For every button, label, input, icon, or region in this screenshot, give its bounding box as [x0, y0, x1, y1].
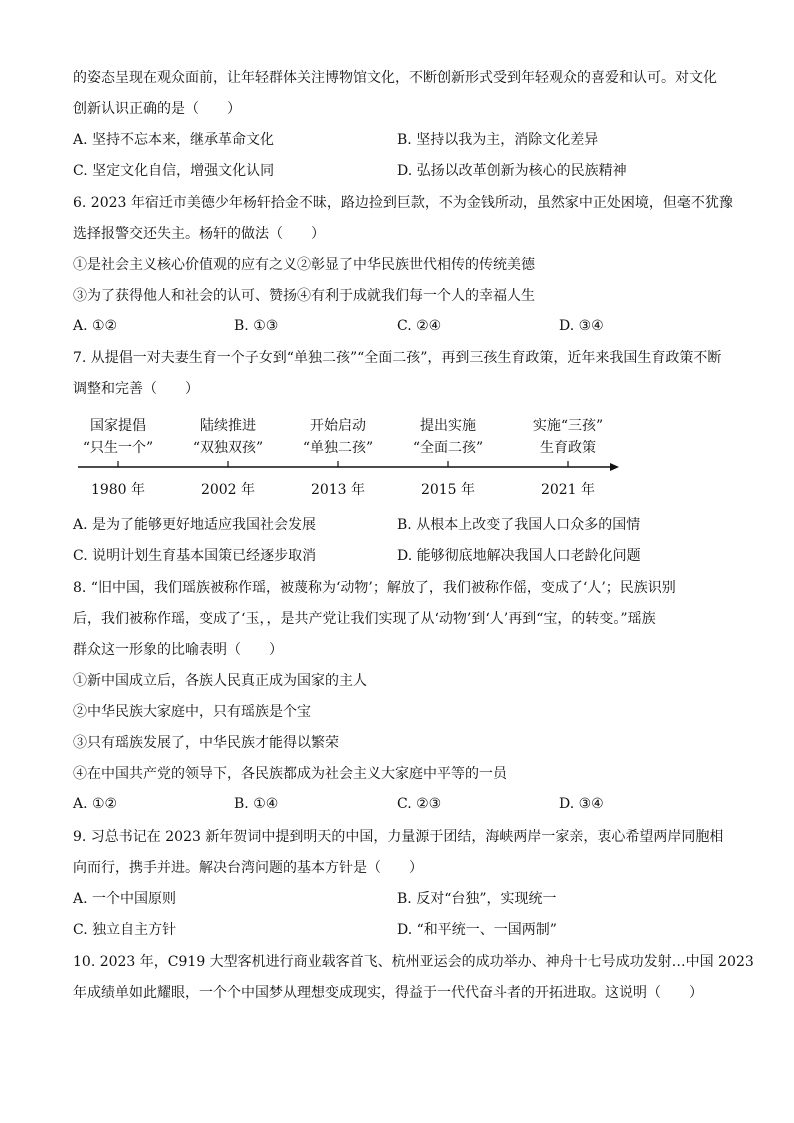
q5-line-2: 创新认识正确的是（ ）: [73, 101, 241, 117]
q8-option-d: D. ③④: [559, 796, 604, 812]
q10-line-1: 10. 2023 年，C919 大型客机进行商业载客首飞、杭州亚运会的成功举办、神舟十七号成功发射…中国 2023: [73, 954, 754, 970]
timeline-2002-label-top: 陆续推进: [200, 418, 256, 434]
q10-line-2: 年成绩单如此耀眼，一个个中国梦从理想变成现实，得益于一代代奋斗者的开拓进取。这说明（ ）: [73, 985, 703, 1001]
q6-line-1: 6. 2023 年宿迁市美德少年杨轩拾金不昧，路边捡到巨款，不为金钱所动，虽然家中正处困境，但毫不犹豫: [73, 195, 733, 211]
timeline-2015-label-top: 提出实施: [420, 418, 476, 434]
timeline-year-2013: 2013 年: [310, 482, 366, 498]
q7-line-1: 7. 从提倡一对夫妻生育一个子女到“单独二孩”“全面二孩”，再到三孩生育政策，近年来我国生育政策不断: [73, 350, 722, 366]
q8-line-2: 后，我们被称作瑶，变成了‘玉，，是共产党让我们实现了从‘动物’到‘人’再到“宝，的转变。”瑶族: [73, 611, 656, 627]
q9-option-a: A. 一个中国原则: [73, 891, 177, 907]
timeline-2002-label-bottom: “双独双孩”: [192, 440, 264, 456]
q8-line-1: 8. “旧中国，我们瑶族被称作瑶，被蔑称为‘动物’；解放了，我们被称作傜，变成了‘人’；民族识别: [73, 580, 676, 596]
q8-statement-3: ③只有瑶族发展了，中华民族才能得以繁荣: [73, 735, 339, 751]
q6-option-c: C. ②④: [397, 318, 442, 334]
q6-option-a: A. ①②: [73, 318, 118, 334]
q6-statement-3-4: ③为了获得他人和社会的认可、赞扬④有利于成就我们每一个人的幸福人生: [73, 288, 535, 304]
q5-line-1: 的姿态呈现在观众面前，让年轻群体关注博物馆文化，不断创新形式受到年轻观众的喜爱和认可。对文化: [73, 70, 717, 86]
q7-option-d: D. 能够彻底地解决我国人口老龄化问题: [397, 548, 641, 564]
q6-option-d: D. ③④: [559, 318, 604, 334]
timeline-2021-label-top: 实施“三孩”: [532, 418, 604, 434]
q5-option-c: C. 坚定文化自信，增强文化认同: [73, 163, 275, 179]
q9-option-b: B. 反对“台独”，实现统一: [397, 891, 557, 907]
q7-line-2: 调整和完善（ ）: [73, 381, 199, 397]
q7-option-a: A. 是为了能够更好地适应我国社会发展: [73, 517, 317, 533]
q9-option-c: C. 独立自主方针: [73, 922, 177, 938]
timeline-1980-label-top: 国家提倡: [90, 418, 146, 434]
q6-line-2: 选择报警交还失主。杨轩的做法（ ）: [73, 226, 325, 242]
q8-option-a: A. ①②: [73, 796, 118, 812]
q9-option-d: D. “和平统一、一国两制”: [397, 922, 557, 938]
q7-option-b: B. 从根本上改变了我国人口众多的国情: [397, 517, 641, 533]
timeline-year-2002: 2002 年: [200, 482, 256, 498]
q5-option-b: B. 坚持以我为主，消除文化差异: [397, 132, 599, 148]
q8-line-3: 群众这一形象的比喻表明（ ）: [73, 642, 283, 658]
q6-statement-1-2: ①是社会主义核心价值观的应有之义②彰显了中华民族世代相传的传统美德: [73, 257, 535, 273]
q8-statement-2: ②中华民族大家庭中，只有瑶族是个宝: [73, 704, 311, 720]
timeline-2013-label-bottom: “单独二孩”: [302, 440, 374, 456]
q6-option-b: B. ①③: [234, 318, 279, 334]
timeline-year-2015: 2015 年: [420, 482, 476, 498]
q5-option-a: A. 坚持不忘本来，继承革命文化: [73, 132, 275, 148]
timeline-year-2021: 2021 年: [540, 482, 596, 498]
q9-line-2: 向而行，携手并进。解决台湾问题的基本方针是（ ）: [73, 860, 423, 876]
timeline-year-1980: 1980 年: [90, 482, 146, 498]
timeline-2013-label-top: 开始启动: [310, 418, 366, 434]
q8-statement-4: ④在中国共产党的领导下，各民族都成为社会主义大家庭中平等的一员: [73, 766, 507, 782]
q5-option-d: D. 弘扬以改革创新为核心的民族精神: [397, 163, 627, 179]
q8-option-b: B. ①④: [234, 796, 279, 812]
timeline-1980-label-bottom: “只生一个”: [82, 440, 154, 456]
q8-statement-1: ①新中国成立后，各族人民真正成为国家的主人: [73, 673, 367, 689]
q7-option-c: C. 说明计划生育基本国策已经逐步取消: [73, 548, 317, 564]
q9-line-1: 9. 习总书记在 2023 新年贺词中提到明天的中国，力量源于团结，海峡两岸一家亲，衷心希望两岸同胞相: [73, 829, 724, 845]
timeline-2015-label-bottom: “全面二孩”: [412, 440, 484, 456]
q8-option-c: C. ②③: [397, 796, 442, 812]
timeline-2021-label-bottom: 生育政策: [540, 440, 596, 456]
